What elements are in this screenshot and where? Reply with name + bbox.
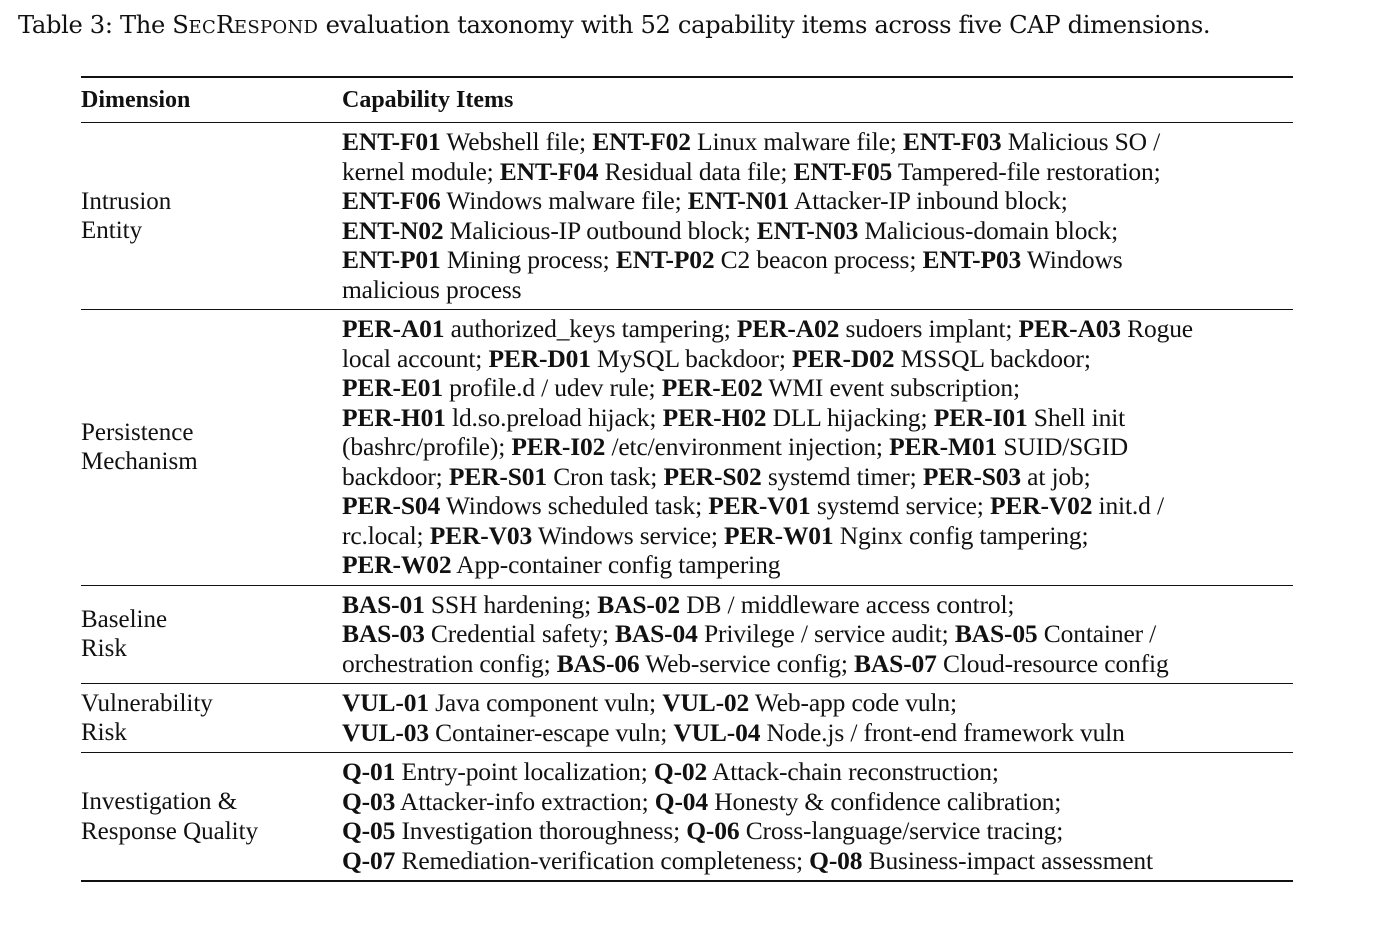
capability-code: PER-H02 <box>662 402 767 432</box>
capability-code: VUL-01 <box>342 688 429 717</box>
capability-code: Q-01 <box>342 757 396 786</box>
capability-code: PER-I02 <box>511 432 606 461</box>
capability-line <box>342 314 1293 344</box>
capability-code: ENT-N03 <box>756 215 859 245</box>
capability-line <box>342 432 1293 462</box>
capability-code: BAS-02 <box>597 589 680 619</box>
capability-description: DB / middleware access control; <box>679 589 1015 619</box>
capability-line <box>342 521 1293 551</box>
capability-line <box>342 757 1293 787</box>
capability-description: Windows malware file; <box>440 186 688 215</box>
table-row <box>81 753 1293 882</box>
table-caption <box>18 8 1363 45</box>
table-row <box>81 123 1293 310</box>
capability-code: PER-V03 <box>429 520 533 550</box>
capability-description: App-container config tampering <box>451 550 781 579</box>
caption-suffix: evaluation taxonomy with 52 capability items across five CAP dimensions. <box>318 11 1211 39</box>
capability-description: init.d / <box>1092 491 1164 520</box>
capability-description: systemd timer; <box>761 461 923 491</box>
capability-code: Q-06 <box>686 816 740 845</box>
capability-code: PER-S03 <box>922 461 1021 491</box>
capability-items-cell <box>342 684 1293 753</box>
capability-code: VUL-04 <box>673 717 761 747</box>
capability-code: BAS-04 <box>615 619 698 648</box>
capability-description: rc.local; <box>342 520 430 550</box>
capability-code: PER-D01 <box>488 343 591 373</box>
capability-description: DLL hijacking; <box>766 402 934 432</box>
capability-line <box>342 619 1293 649</box>
capability-code: PER-W02 <box>342 550 452 579</box>
capability-code: BAS-01 <box>342 589 425 619</box>
capability-description: Webshell file; <box>440 127 593 156</box>
dimension-label-line: Investigation & <box>81 788 238 815</box>
dimension-label-line: Persistence <box>81 418 194 446</box>
capability-description: Java component vuln; <box>428 688 663 717</box>
capability-description: Windows scheduled task; <box>440 491 709 520</box>
capability-items-cell <box>342 585 1293 684</box>
capability-line <box>342 275 1293 305</box>
capability-code: PER-A01 <box>342 314 445 343</box>
capability-code: PER-V02 <box>989 491 1093 520</box>
capability-code: BAS-05 <box>954 619 1038 648</box>
table-row <box>81 585 1293 684</box>
capability-code: PER-S02 <box>663 461 762 491</box>
capability-description: Residual data file; <box>598 156 794 186</box>
capability-description: authorized_keys tampering; <box>444 314 737 343</box>
table-header <box>81 77 1293 123</box>
capability-description: MySQL backdoor; <box>590 343 792 373</box>
capability-code: ENT-F02 <box>592 127 691 156</box>
dimension-label-line: Response Quality <box>81 817 259 845</box>
capability-code: PER-H01 <box>342 402 446 432</box>
capability-description: Linux malware file; <box>690 127 903 156</box>
capability-description: profile.d / udev rule; <box>442 373 662 402</box>
capability-description: Mining process; <box>440 245 616 274</box>
capability-code: Q-04 <box>654 786 709 816</box>
capability-code: PER-S01 <box>448 461 547 491</box>
capability-description: Web-app code vuln; <box>749 688 957 717</box>
capability-code: BAS-06 <box>556 648 640 678</box>
capability-description: Attack-chain reconstruction; <box>707 757 999 786</box>
capability-code: PER-A03 <box>1018 314 1121 343</box>
capability-description: Honesty & confidence calibration; <box>708 786 1062 816</box>
capability-description: malicious process <box>342 274 522 304</box>
capability-description: at job; <box>1020 461 1091 491</box>
capability-line <box>342 373 1293 403</box>
capability-code: PER-I01 <box>933 402 1028 432</box>
capability-code: Q-07 <box>342 845 396 875</box>
capability-line <box>342 718 1293 748</box>
dimension-cell <box>81 585 342 684</box>
capability-code: ENT-N01 <box>687 186 790 215</box>
capability-code: ENT-P03 <box>922 245 1022 274</box>
capability-description: Attacker-info extraction; <box>395 786 655 816</box>
capability-code: ENT-F03 <box>902 127 1002 156</box>
capability-code: VUL-03 <box>342 717 429 747</box>
capability-code: ENT-F05 <box>793 156 893 186</box>
dimension-label-line: Risk <box>81 719 127 746</box>
capability-description: systemd service; <box>810 491 990 520</box>
capability-line <box>342 403 1293 433</box>
capability-description: Cross-language/service tracing; <box>739 816 1064 845</box>
header-capability-items: Capability Items <box>342 77 1293 123</box>
dimension-label-line: Entity <box>81 217 143 244</box>
capability-code: ENT-N02 <box>342 215 444 245</box>
capability-code: PER-E01 <box>342 373 443 402</box>
dimension-label-line: Risk <box>81 635 127 663</box>
capability-line <box>342 127 1293 157</box>
capability-code: PER-W01 <box>724 520 834 550</box>
capability-code: BAS-07 <box>854 648 937 678</box>
capability-description: Investigation thoroughness; <box>395 816 687 845</box>
capability-description: Shell init <box>1027 402 1126 432</box>
capability-line <box>342 649 1293 679</box>
capability-description: local account; <box>342 343 489 373</box>
capability-items-cell <box>342 123 1293 310</box>
capability-description: Windows <box>1021 245 1123 274</box>
capability-line <box>342 688 1293 718</box>
caption-name-r: R <box>216 11 234 39</box>
caption-prefix: Table 3: The <box>18 11 173 39</box>
capability-line <box>342 216 1293 246</box>
capability-description: Tampered-file restoration; <box>892 156 1161 186</box>
capability-items-cell <box>342 310 1293 586</box>
capability-code: BAS-03 <box>342 619 425 648</box>
capability-description: Cron task; <box>546 461 664 491</box>
capability-description: sudoers implant; <box>839 314 1019 343</box>
capability-description: WMI event subscription; <box>762 373 1020 402</box>
capability-description: Malicious SO / <box>1001 127 1161 156</box>
capability-description: backdoor; <box>342 461 449 491</box>
capability-line <box>342 344 1293 374</box>
caption-name-ec: EC <box>188 17 217 38</box>
capability-description: Remediation-verification completeness; <box>395 845 810 875</box>
dimension-label-line: Vulnerability <box>81 689 213 717</box>
capability-code: PER-V01 <box>708 491 811 520</box>
header-dimension: Dimension <box>81 77 342 123</box>
capability-description: SUID/SGID <box>997 432 1129 461</box>
dimension-cell <box>81 310 342 586</box>
capability-code: Q-08 <box>809 845 863 875</box>
capability-description: Node.js / front-end framework vuln <box>760 717 1125 747</box>
capability-line <box>342 491 1293 521</box>
capability-line <box>342 787 1293 817</box>
caption-name-espond: ESPOND <box>233 17 319 38</box>
capability-code: ENT-F06 <box>342 186 441 215</box>
capability-line <box>342 245 1293 275</box>
capability-line <box>342 846 1293 876</box>
capability-description: orchestration config; <box>342 648 557 678</box>
capability-description: Cloud-resource config <box>936 648 1169 678</box>
taxonomy-table <box>81 76 1293 882</box>
capability-code: ENT-F04 <box>499 156 599 186</box>
capability-description: Malicious-domain block; <box>858 215 1119 245</box>
dimension-label-line: Baseline <box>81 605 168 633</box>
capability-code: ENT-F01 <box>342 127 441 156</box>
capability-description: Windows service; <box>532 520 725 550</box>
dimension-cell <box>81 753 342 882</box>
capability-line <box>342 816 1293 846</box>
table-row <box>81 684 1293 753</box>
capability-description: ld.so.preload hijack; <box>445 402 663 432</box>
capability-code: PER-S04 <box>342 491 441 520</box>
table-row <box>81 310 1293 586</box>
capability-code: Q-05 <box>342 816 396 845</box>
capability-line <box>342 186 1293 216</box>
capability-items-cell <box>342 753 1293 882</box>
capability-description: C2 beacon process; <box>714 245 923 274</box>
capability-code: Q-02 <box>653 757 708 786</box>
capability-line <box>342 550 1293 580</box>
capability-description: Attacker-IP inbound block; <box>789 186 1068 215</box>
capability-description: kernel module; <box>342 156 500 186</box>
capability-description: Business-impact assessment <box>862 845 1153 875</box>
capability-description: Privilege / service audit; <box>697 619 955 648</box>
capability-description: Web-service config; <box>639 648 855 678</box>
capability-code: Q-03 <box>342 786 396 816</box>
dimension-label-line: Intrusion <box>81 187 172 215</box>
capability-description: SSH hardening; <box>424 589 598 619</box>
dimension-cell <box>81 123 342 310</box>
dimension-cell <box>81 684 342 753</box>
capability-line <box>342 462 1293 492</box>
capability-code: PER-E02 <box>661 373 763 402</box>
capability-line <box>342 157 1293 187</box>
dimension-label-line: Mechanism <box>81 448 198 476</box>
capability-description: Nginx config tampering; <box>833 520 1089 550</box>
capability-description: Entry-point localization; <box>395 757 654 786</box>
capability-description: MSSQL backdoor; <box>894 343 1091 373</box>
caption-name-s: S <box>172 11 189 39</box>
capability-description: Container / <box>1037 619 1157 648</box>
capability-description: Rogue <box>1120 314 1193 343</box>
capability-code: VUL-02 <box>662 688 750 717</box>
capability-description: /etc/environment injection; <box>605 432 890 461</box>
capability-code: ENT-P02 <box>615 245 715 274</box>
capability-code: PER-D02 <box>792 343 895 373</box>
capability-code: PER-M01 <box>889 432 998 461</box>
capability-code: PER-A02 <box>736 314 840 343</box>
capability-code: ENT-P01 <box>342 245 441 274</box>
capability-description: Malicious-IP outbound block; <box>443 215 757 245</box>
capability-description: Credential safety; <box>424 619 616 648</box>
table-body <box>81 123 1293 882</box>
capability-line <box>342 590 1293 620</box>
capability-description: (bashrc/profile); <box>342 432 512 461</box>
capability-description: Container-escape vuln; <box>428 717 674 747</box>
